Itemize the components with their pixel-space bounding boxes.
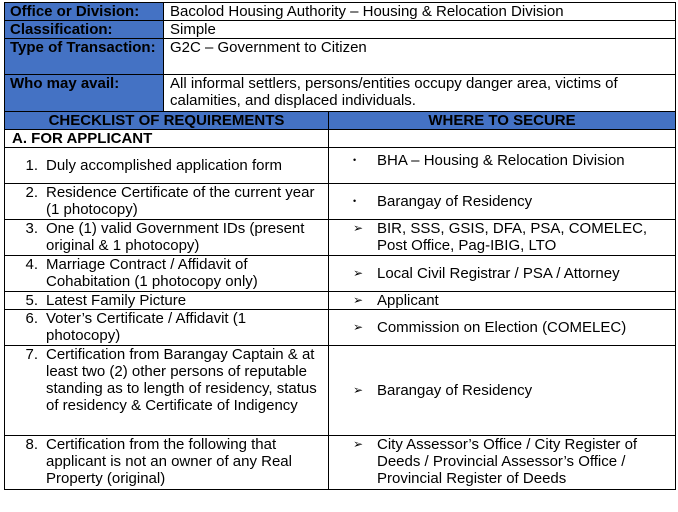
- section-title: A. FOR APPLICANT: [5, 130, 329, 148]
- bullet-icon: •: [353, 155, 357, 165]
- requirement-cell: [5, 292, 329, 310]
- checklist-header-row: [5, 112, 676, 130]
- source-cell: [329, 256, 676, 292]
- requirement-row-2: [5, 184, 676, 220]
- office-row: [5, 3, 676, 21]
- requirement-row-8: [5, 436, 676, 490]
- requirement-row-1: [5, 148, 676, 184]
- requirement-text: One (1) valid Government IDs (present original & 1 photocopy): [46, 220, 305, 254]
- where-to-secure-header: WHERE TO SECURE: [329, 112, 676, 130]
- type-label: Type of Transaction:: [5, 39, 164, 75]
- type-row: [5, 39, 676, 75]
- source-cell: [329, 184, 676, 220]
- office-label: Office or Division:: [5, 3, 164, 21]
- requirement-row-6: [5, 310, 676, 346]
- source-text: BIR, SSS, GSIS, DFA, PSA, COMELEC, Post Office, Pag-IBIG, LTO: [377, 220, 648, 254]
- requirement-row-5: [5, 292, 676, 310]
- classification-row: [5, 21, 676, 39]
- who-value: All informal settlers, persons/entities occupy danger area, victims of calamities, and displaced individuals.: [164, 75, 676, 112]
- source-text: City Assessor’s Office / City Register of Deeds / Provincial Assessor’s Office / Provincial Register of Deeds: [377, 436, 638, 487]
- requirement-row-4: [5, 256, 676, 292]
- source-text: Commission on Election (COMELEC): [377, 319, 627, 336]
- citizen-charter-table: [4, 2, 676, 490]
- requirements-header: CHECKLIST OF REQUIREMENTS: [5, 112, 329, 130]
- requirement-number: 1.: [25, 157, 38, 174]
- who-label: Who may avail:: [5, 75, 164, 112]
- arrow-bullet-icon: ➢: [353, 221, 364, 235]
- requirement-text: Latest Family Picture: [46, 292, 187, 309]
- requirement-cell: [5, 220, 329, 256]
- type-value: G2C – Government to Citizen: [164, 39, 676, 75]
- requirement-text: Voter’s Certificate / Affidavit (1 photocopy): [46, 310, 247, 344]
- requirement-cell: [5, 346, 329, 436]
- classification-label: Classification:: [5, 21, 164, 39]
- source-text: Barangay of Residency: [377, 382, 533, 399]
- requirement-row-7: [5, 346, 676, 436]
- arrow-bullet-icon: ➢: [353, 293, 364, 307]
- source-text: Barangay of Residency: [377, 193, 533, 210]
- source-cell: [329, 220, 676, 256]
- source-cell: [329, 346, 676, 436]
- classification-value: Simple: [164, 21, 676, 39]
- source-cell: [329, 292, 676, 310]
- requirement-cell: [5, 310, 329, 346]
- requirement-number: 7.: [25, 346, 38, 363]
- who-row: [5, 75, 676, 112]
- arrow-bullet-icon: ➢: [353, 266, 364, 280]
- requirement-number: 2.: [25, 184, 38, 201]
- bullet-icon: •: [353, 196, 357, 206]
- requirement-text: Certification from Barangay Captain & at least two (2) other persons of reputable standing as to length of residency, status of residency & Certificate of Indigency: [46, 346, 317, 414]
- requirement-cell: [5, 256, 329, 292]
- section-empty-cell: [329, 130, 676, 148]
- source-text: Applicant: [377, 292, 439, 309]
- requirement-cell: [5, 148, 329, 184]
- source-text: BHA – Housing & Relocation Division: [377, 152, 625, 169]
- requirement-cell: [5, 436, 329, 490]
- requirement-number: 8.: [25, 436, 38, 453]
- section-row: [5, 130, 676, 148]
- requirement-text: Residence Certificate of the current year (1 photocopy): [46, 184, 315, 218]
- requirement-text: Marriage Contract / Affidavit of Cohabitation (1 photocopy only): [46, 256, 258, 290]
- requirement-number: 3.: [25, 220, 38, 237]
- arrow-bullet-icon: ➢: [353, 320, 364, 334]
- requirement-text: Certification from the following that applicant is not an owner of any Real Property (original): [46, 436, 292, 487]
- office-value: Bacolod Housing Authority – Housing & Relocation Division: [164, 3, 676, 21]
- source-cell: [329, 310, 676, 346]
- requirement-number: 6.: [25, 310, 38, 327]
- arrow-bullet-icon: ➢: [353, 437, 364, 451]
- source-cell: [329, 436, 676, 490]
- requirement-text: Duly accomplished application form: [46, 157, 282, 174]
- source-text: Local Civil Registrar / PSA / Attorney: [377, 265, 620, 282]
- arrow-bullet-icon: ➢: [353, 383, 364, 397]
- requirement-number: 5.: [25, 292, 38, 309]
- requirement-cell: [5, 184, 329, 220]
- requirement-number: 4.: [25, 256, 38, 273]
- source-cell: [329, 148, 676, 184]
- requirement-row-3: [5, 220, 676, 256]
